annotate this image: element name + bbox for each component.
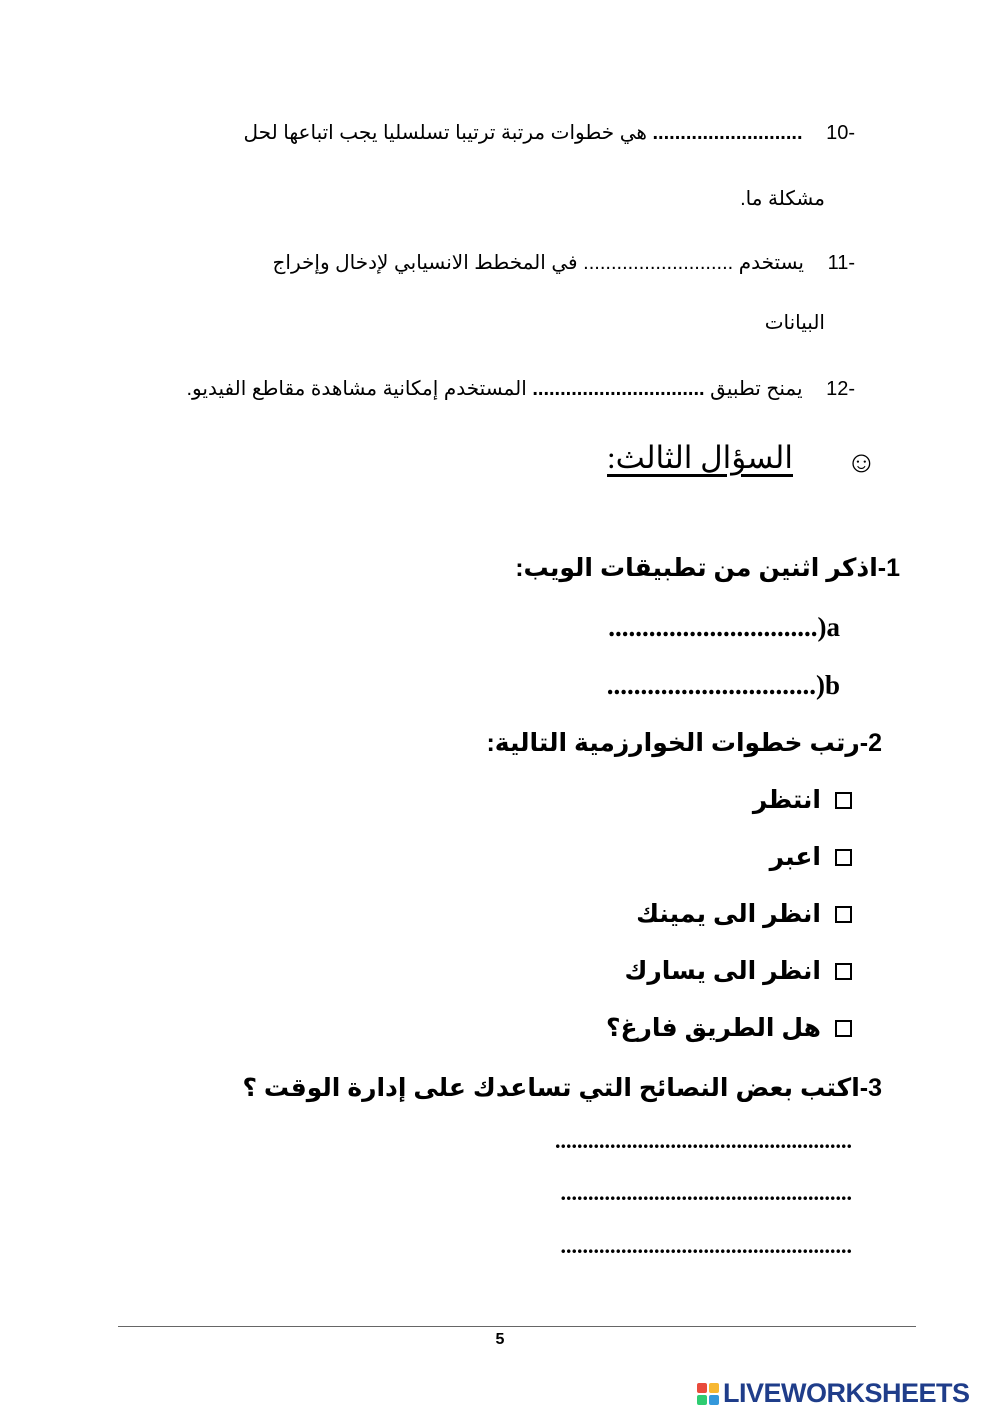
question-1: 1-اذكر اثنين من تطبيقات الويب: <box>515 554 900 582</box>
question-10 <box>244 120 855 145</box>
smiley-icon: ☺ <box>846 446 877 479</box>
answer-a[interactable] <box>608 612 840 643</box>
page-number: 5 <box>495 1331 505 1348</box>
blank-field[interactable]: ............................... <box>532 378 705 400</box>
answer-dots[interactable]: ...............................)b <box>606 670 840 700</box>
brand-name: LIVEWORKSHEETS <box>723 1378 970 1408</box>
question-number: -11 <box>827 252 855 274</box>
option-3[interactable] <box>636 899 852 929</box>
option-1[interactable] <box>753 785 852 815</box>
question-text: البيانات <box>764 312 825 334</box>
option-5[interactable] <box>606 1013 852 1043</box>
question-text: يستخدم <box>733 252 804 274</box>
answer-line[interactable]: ..................................................... <box>560 1180 852 1205</box>
question-text: يمنح تطبيق <box>704 378 803 400</box>
checkbox[interactable] <box>835 1020 852 1037</box>
question-12 <box>187 376 856 401</box>
question-text: مشكلة ما. <box>740 188 825 210</box>
question-text: هي خطوات مرتبة ترتيبا تسلسليا يجب اتباعها لحل <box>243 122 647 144</box>
option-label: هل الطريق فارغ؟ <box>605 1014 821 1042</box>
footer-divider <box>118 1326 916 1327</box>
question-11-continuation <box>765 310 825 335</box>
answer-dots[interactable]: ...............................)a <box>608 612 840 642</box>
question-number: -10 <box>826 122 855 144</box>
option-label: انظر الى يمينك <box>636 900 821 928</box>
answer-line[interactable]: ...................................................... <box>555 1128 852 1153</box>
option-label: اعبر <box>769 843 821 871</box>
option-4[interactable] <box>624 956 852 986</box>
brand-logo <box>697 1378 970 1409</box>
brand-icon <box>697 1383 719 1405</box>
checkbox[interactable] <box>835 906 852 923</box>
option-2[interactable] <box>770 842 852 872</box>
question-3: 3-اكتب بعض النصائح التي تساعدك على إدارة الوقت ؟ <box>242 1074 882 1102</box>
question-10-continuation <box>740 186 825 211</box>
question-11 <box>273 250 855 275</box>
answer-line[interactable]: ..................................................... <box>560 1233 852 1258</box>
question-number: -12 <box>826 378 855 400</box>
checkbox[interactable] <box>835 849 852 866</box>
question-2: 2-رتب خطوات الخوارزمية التالية: <box>486 729 882 757</box>
question-text: المستخدم إمكانية مشاهدة مقاطع الفيديو. <box>186 378 527 400</box>
question-text: في المخطط الانسيابي لإدخال وإخراج <box>272 252 578 274</box>
option-label: انظر الى يسارك <box>624 957 821 985</box>
answer-b[interactable] <box>607 670 840 701</box>
checkbox[interactable] <box>835 792 852 809</box>
checkbox[interactable] <box>835 963 852 980</box>
option-label: انتظر <box>752 786 821 814</box>
section-heading: السؤال الثالث: <box>607 440 793 475</box>
blank-field[interactable]: ........................... <box>583 252 734 274</box>
blank-field[interactable]: ........................... <box>652 122 803 144</box>
